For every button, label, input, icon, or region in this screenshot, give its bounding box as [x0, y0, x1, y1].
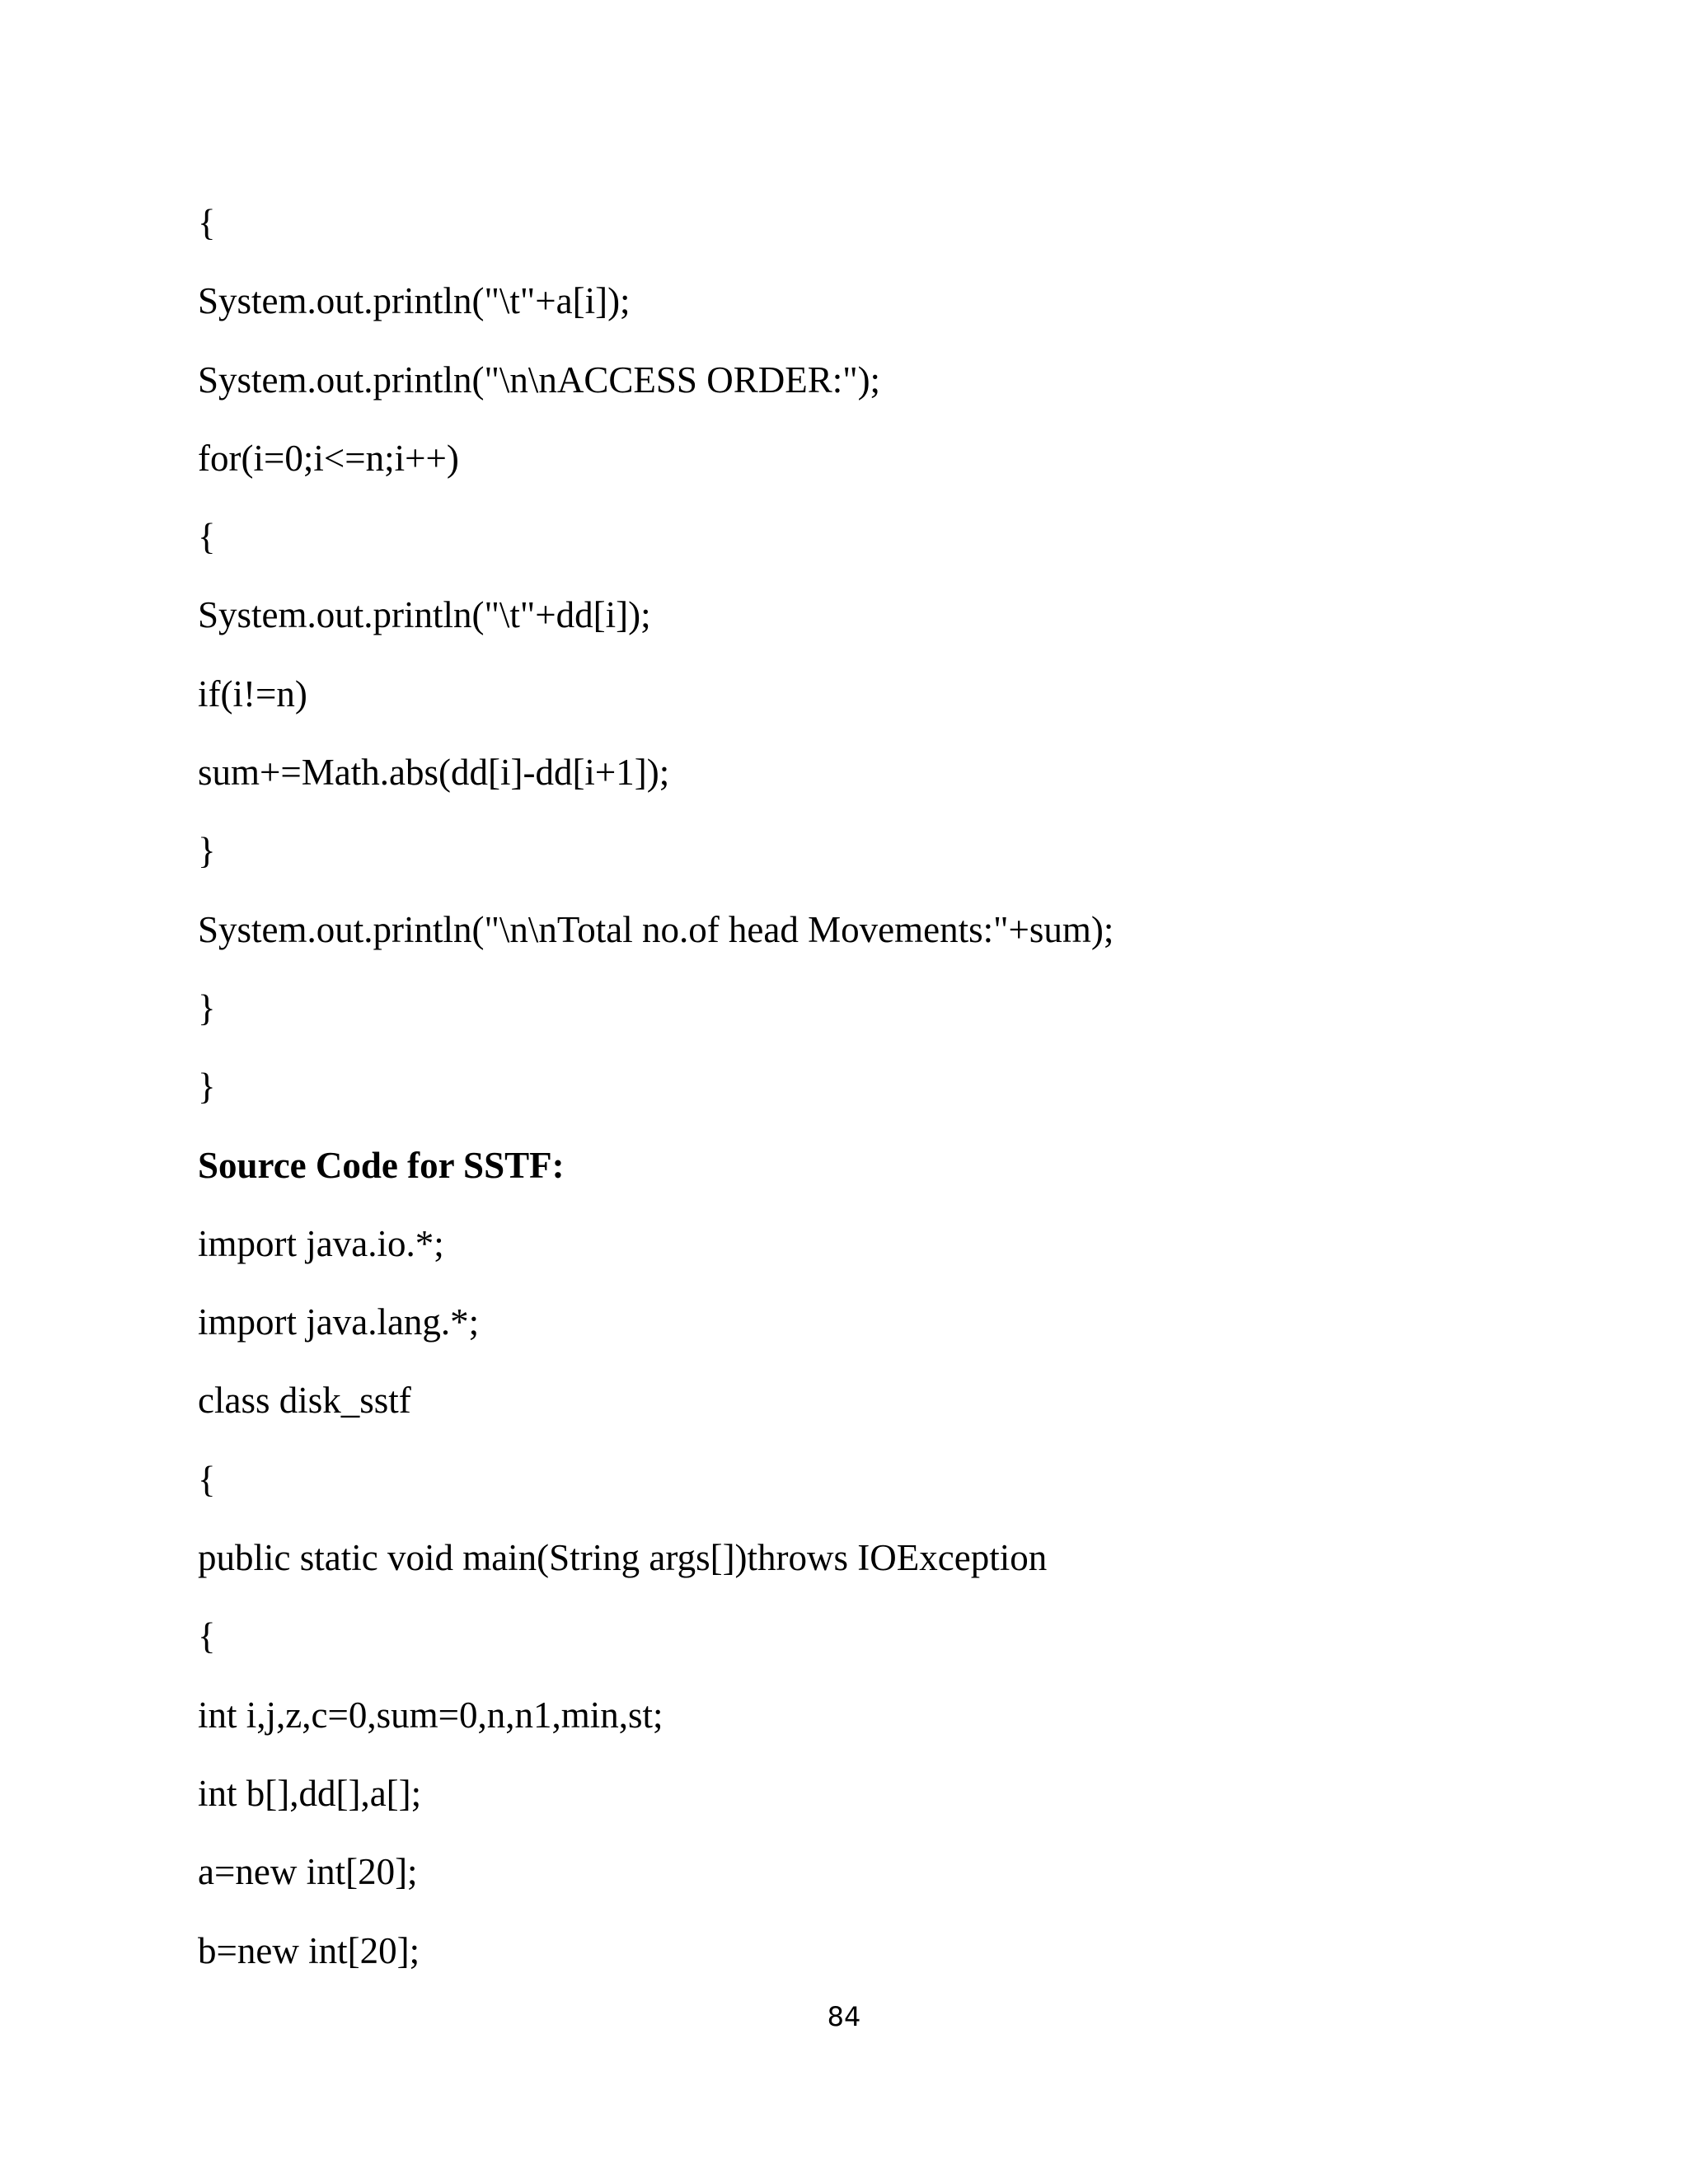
code-line: class disk_sstf: [198, 1380, 411, 1422]
code-line: a=new int[20];: [198, 1851, 418, 1893]
code-line: {: [198, 1458, 216, 1500]
code-listing: [198, 191, 1550, 1998]
code-line: System.out.println("\t"+dd[i]);: [198, 594, 651, 636]
code-line: sum+=Math.abs(dd[i]-dd[i+1]);: [198, 752, 670, 794]
code-line: import java.lang.*;: [198, 1301, 480, 1343]
code-line: System.out.println("\n\nACCESS ORDER:");: [198, 359, 881, 401]
code-line: System.out.println("\t"+a[i]);: [198, 280, 631, 322]
code-line: }: [198, 830, 216, 872]
section-heading: Source Code for SSTF:: [198, 1144, 565, 1186]
code-line: b=new int[20];: [198, 1929, 420, 1971]
code-line: int i,j,z,c=0,sum=0,n,n1,min,st;: [198, 1694, 663, 1736]
code-line: for(i=0;i<=n;i++): [198, 437, 459, 479]
code-line: if(i!=n): [198, 673, 307, 715]
code-line: {: [198, 202, 216, 243]
code-line: public static void main(String args[])throws IOException: [198, 1537, 1048, 1579]
code-line: }: [198, 1066, 216, 1108]
code-line: int b[],dd[],a[];: [198, 1772, 422, 1814]
code-line: import java.io.*;: [198, 1222, 444, 1264]
code-line: }: [198, 987, 216, 1029]
code-line: {: [198, 1615, 216, 1657]
code-line: System.out.println("\n\nTotal no.of head Movements:"+sum);: [198, 908, 1114, 950]
code-line: {: [198, 516, 216, 558]
page-number: 84: [827, 2001, 861, 2032]
